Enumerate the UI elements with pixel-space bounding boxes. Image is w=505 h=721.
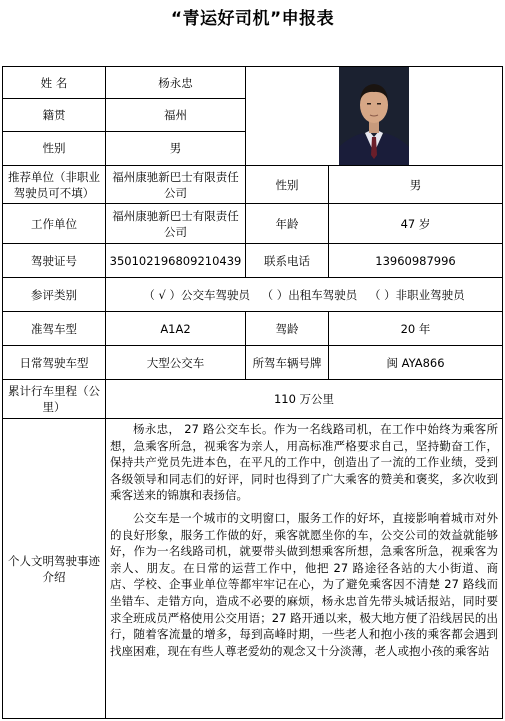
intro-paragraph-2: 公交车是一个城市的文明窗口，服务工作的好坏，直接影响着城市对外的良好形象，服务工作做的好，乘客就愿坐你的车，公交公司的效益就能够好，作为一名线路司机，就要带头做到想乘客所想，急乘客所急，视乘客为亲人、朋友。在日常的运营工作中，他把 27 路途径各站的大小街道、商店、学校、企事业单位等都牢牢记在心，为了避免乘客因不清楚 27 路线而坐错车、走错方向，造成不必要的麻烦，杨永忠首先带头城话报站，同时要求全班成员严格使用公交用语；27 路开通以来，极大地方便了沿线居民的出行，随着客流量的增多，每到高峰时期，一些老人和抱小孩的乘客都会遇到找座困难，现在有些人尊老爱幼的观念又十分淡薄，老人或抱小孩的乘客站: [110, 510, 498, 658]
native-place-label: 籍贯: [3, 99, 106, 131]
phone-value: 13960987996: [329, 244, 503, 278]
category-label: 参评类别: [3, 278, 106, 312]
vehicle-type-label: 准驾车型: [3, 312, 106, 346]
intro-text: [110, 421, 498, 659]
daily-vehicle-label: 日常驾驶车型: [3, 346, 106, 380]
plate-label: 所驾车辆号牌: [246, 346, 329, 380]
application-form-table: [2, 66, 503, 719]
license-label: 驾驶证号: [3, 244, 106, 278]
native-place-value: 福州: [106, 99, 246, 131]
vehicle-type-value: A1A2: [106, 312, 246, 346]
age-label: 年龄: [246, 204, 329, 244]
intro-cell: [106, 419, 503, 719]
phone-label: 联系电话: [246, 244, 329, 278]
daily-vehicle-value: 大型公交车: [106, 346, 246, 380]
gender-value: 男: [106, 131, 246, 165]
driver-photo: [339, 67, 409, 165]
driving-years-label: 驾龄: [246, 312, 329, 346]
mileage-value: 110 万公里: [106, 380, 503, 419]
category-options: [106, 278, 503, 312]
name-value: 杨永忠: [106, 67, 246, 99]
intro-label: 个人文明驾驶事迹介绍: [3, 419, 106, 719]
gender-label: 性别: [3, 131, 106, 165]
license-value: 350102196809210439: [106, 244, 246, 278]
plate-value: 闽 AYA866: [329, 346, 503, 380]
category-bus-option[interactable]: （ √ ）公交车驾驶员: [143, 287, 250, 302]
gender2-label: 性别: [246, 166, 329, 204]
driving-years-value: 20 年: [329, 312, 503, 346]
recommender-label: 推荐单位（非职业驾驶员可不填）: [3, 166, 106, 204]
form-title: “青运好司机”申报表: [170, 9, 335, 29]
mileage-label: 累计行车里程（公里）: [3, 380, 106, 419]
age-value: 47 岁: [329, 204, 503, 244]
work-unit-label: 工作单位: [3, 204, 106, 244]
recommender-value: 福州康驰新巴士有限责任公司: [106, 166, 246, 204]
category-taxi-option[interactable]: （ ）出租车驾驶员: [261, 287, 358, 302]
photo-cell: [246, 67, 503, 166]
gender2-value: 男: [329, 166, 503, 204]
category-nonpro-option[interactable]: （ ）非职业驾驶员: [368, 287, 465, 302]
intro-paragraph-1: 杨永忠， 27 路公交车长。作为一名线路司机，在工作中始终为乘客所想，急乘客所急，视乘客为亲人，用高标准严格要求自己，坚持勤奋工作，保持共产党员先进本色，在平凡的工作中，创造出了一流的工作业绩，受到各级领导和同志们的好评，同时也得到了广大乘客的赞美和褒奖，多次收到乘客送来的锦旗和表扬信。: [110, 422, 498, 503]
work-unit-value: 福州康驰新巴士有限责任公司: [106, 204, 246, 244]
name-label: 姓 名: [3, 67, 106, 99]
